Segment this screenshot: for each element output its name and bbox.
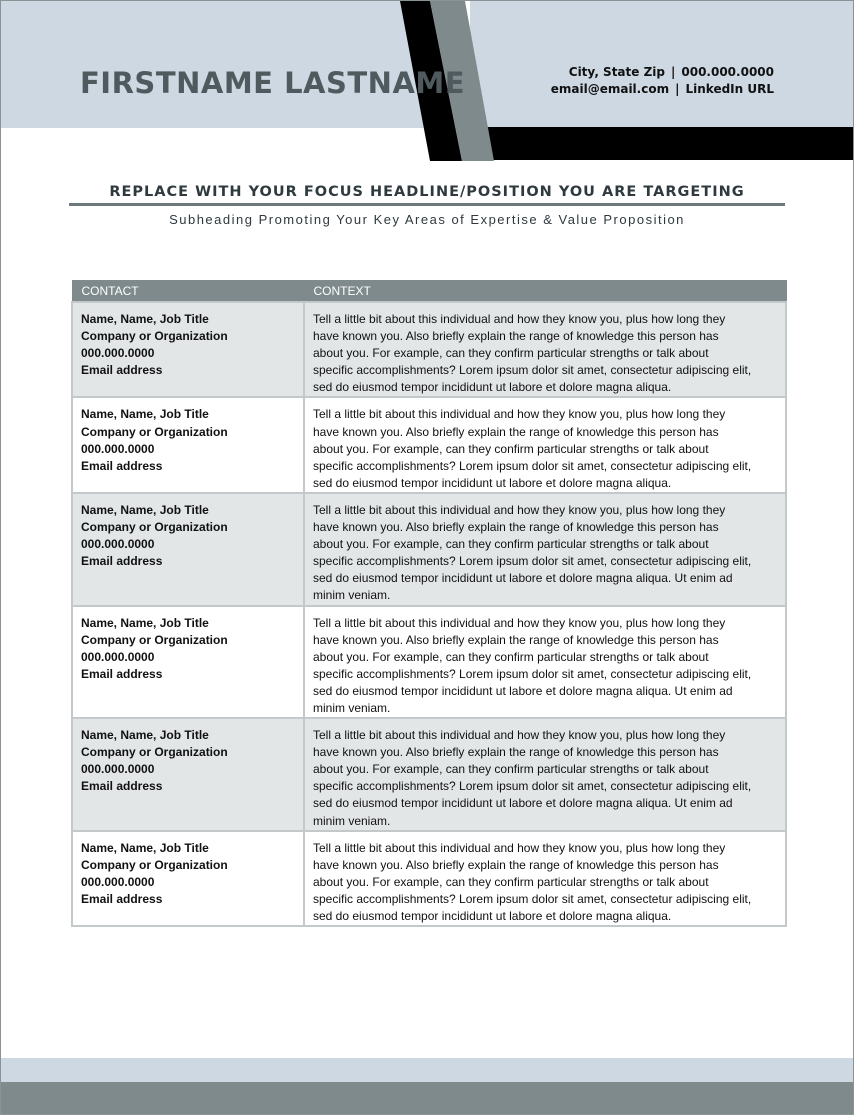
contact-phone: 000.000.0000 [81,649,155,664]
context-line: about you. For example, can they confirm particular strengths or talk about [313,537,709,552]
header-contact-info [551,64,774,98]
contact-phone: 000.000.0000 [81,441,155,456]
context-line: sed do eiusmod tempor incididunt ut labore et dolore magna aliqua. [313,909,672,923]
table-header-row [72,281,786,303]
table-row [72,831,786,926]
headline-rule [69,203,785,206]
context-cell [304,606,786,719]
contact-name-title: Name, Name, Job Title [81,312,209,326]
focus-headline: REPLACE WITH YOUR FOCUS HEADLINE/POSITION YOU ARE TARGETING [109,184,745,200]
footer-band-dark [1,1082,853,1114]
table-row [72,493,786,606]
table-row [72,397,786,492]
linkedin-text: LinkedIn URL [685,82,774,96]
separator: | [670,65,676,79]
contact-cell [72,718,304,831]
context-line: minim veniam. [313,813,391,828]
contact-cell [72,493,304,606]
context-line: specific accomplishments? Lorem ipsum dolor sit amet, consectetur adipiscing elit, [313,891,752,906]
context-line: Tell a little bit about this individual and how they know you, plus how long they [313,312,726,326]
context-line: minim veniam. [313,700,391,715]
context-line: about you. For example, can they confirm particular strengths or talk about [313,874,709,889]
table-row [72,718,786,831]
contact-phone: 000.000.0000 [81,537,155,552]
table-body [72,302,786,926]
context-line: Tell a little bit about this individual and how they know you, plus how long they [313,407,726,422]
table-row [72,606,786,719]
contact-email: Email address [81,458,163,473]
contact-email: Email address [81,554,163,569]
context-line: specific accomplishments? Lorem ipsum dolor sit amet, consectetur adipiscing elit, [313,554,752,569]
context-line: Tell a little bit about this individual and how they know you, plus how long they [313,840,726,855]
context-line: about you. For example, can they confirm particular strengths or talk about [313,346,709,361]
contact-company: Company or Organization [81,329,228,344]
column-header-contact: CONTACT [72,281,304,303]
headline-section [69,182,785,227]
context-line: sed do eiusmod tempor incididunt ut labore et dolore magna aliqua. Ut enim ad [313,683,733,698]
context-cell [304,302,786,397]
footer-band-light [1,1058,853,1082]
context-line: about you. For example, can they confirm particular strengths or talk about [313,441,709,456]
context-line: specific accomplishments? Lorem ipsum dolor sit amet, consectetur adipiscing elit, [313,458,752,473]
context-line: minim veniam. [313,588,391,603]
references-table [71,280,787,927]
contact-name-title: Name, Name, Job Title [81,615,209,630]
contact-cell [72,302,304,397]
candidate-name: FIRSTNAME LASTNAME [80,66,466,100]
contact-phone: 000.000.0000 [81,346,155,361]
context-line: have known you. Also briefly explain the range of knowledge this person has [313,520,719,535]
context-line: Tell a little bit about this individual and how they know you, plus how long they [313,502,726,517]
context-line: have known you. Also briefly explain the range of knowledge this person has [313,424,719,439]
contact-cell [72,397,304,492]
contact-line-2 [551,81,774,98]
contact-line-1 [551,64,774,81]
context-line: have known you. Also briefly explain the range of knowledge this person has [313,329,719,344]
phone-text: 000.000.0000 [681,65,774,79]
context-line: about you. For example, can they confirm particular strengths or talk about [313,762,709,777]
contact-company: Company or Organization [81,520,228,535]
location-text: City, State Zip [568,65,665,79]
column-header-context: CONTEXT [304,281,786,303]
context-line: specific accomplishments? Lorem ipsum dolor sit amet, consectetur adipiscing elit, [313,666,752,681]
contact-name-title: Name, Name, Job Title [81,840,209,855]
contact-company: Company or Organization [81,632,228,647]
context-line: specific accomplishments? Lorem ipsum dolor sit amet, consectetur adipiscing elit, [313,363,752,378]
contact-phone: 000.000.0000 [81,762,155,777]
contact-email: Email address [81,779,163,794]
context-line: have known you. Also briefly explain the range of knowledge this person has [313,857,719,872]
context-line: sed do eiusmod tempor incididunt ut labore et dolore magna aliqua. Ut enim ad [313,796,733,811]
context-line: sed do eiusmod tempor incididunt ut labore et dolore magna aliqua. [313,475,672,490]
contact-email: Email address [81,891,163,906]
contact-name-title: Name, Name, Job Title [81,728,209,743]
contact-email: Email address [81,666,163,681]
contact-company: Company or Organization [81,424,228,439]
table-row [72,302,786,397]
contact-name-title: Name, Name, Job Title [81,407,209,422]
context-cell [304,831,786,926]
context-line: Tell a little bit about this individual and how they know you, plus how long they [313,728,726,743]
context-cell [304,718,786,831]
contact-phone: 000.000.0000 [81,874,155,889]
contact-company: Company or Organization [81,745,228,760]
email-text: email@email.com [550,82,670,96]
contact-company: Company or Organization [81,857,228,872]
context-line: specific accomplishments? Lorem ipsum dolor sit amet, consectetur adipiscing elit, [313,779,752,794]
context-line: have known you. Also briefly explain the range of knowledge this person has [313,632,719,647]
subheadline: Subheading Promoting Your Key Areas of Expertise & Value Proposition [169,212,685,227]
context-line: sed do eiusmod tempor incididunt ut labore et dolore magna aliqua. Ut enim ad [313,571,733,586]
context-line: Tell a little bit about this individual and how they know you, plus how long they [313,615,726,630]
separator: | [675,82,680,96]
contact-name-title: Name, Name, Job Title [81,502,209,517]
context-line: have known you. Also briefly explain the range of knowledge this person has [313,745,719,760]
context-cell [304,397,786,492]
context-line: about you. For example, can they confirm particular strengths or talk about [313,649,709,664]
context-line: sed do eiusmod tempor incididunt ut labore et dolore magna aliqua. [313,380,672,395]
contact-cell [72,831,304,926]
contact-cell [72,606,304,719]
contact-email: Email address [81,363,163,378]
context-cell [304,493,786,606]
